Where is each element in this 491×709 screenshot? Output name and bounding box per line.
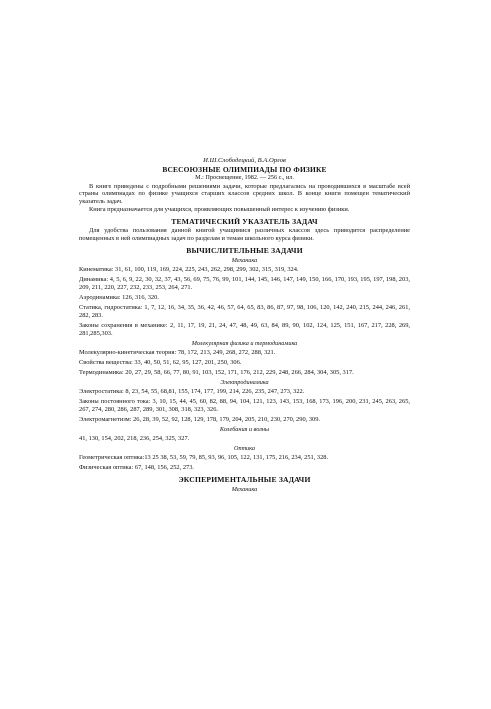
index-entry: Физическая оптика: 67, 148, 156, 252, 273. (79, 463, 195, 471)
section-heading-electrodynamics: Электродинамика (220, 379, 269, 387)
annotation-paragraph: В книге приведены с подробными решениями задачи, которые предлагались на проводившихся в масштабе всей страны олимпиадах по физике учащихся старших классов средних школ. В конце книги помещен тематический указатель задач. (79, 182, 410, 206)
book-title: ВСЕСОЮЗНЫЕ ОЛИМПИАДЫ ПО ФИЗИКЕ (162, 165, 327, 175)
index-entry: Статика, гидростатика: 1, 7, 12, 16, 34, 35, 36, 42, 46, 57, 64, 65, 83, 86, 87, 97, 98, 106, 120, 142, 240, 215, 244, 246, 261, 282, 283. (79, 303, 410, 319)
index-entry: Свойства вещества: 33, 40, 50, 51, 62, 95, 127, 201, 250, 306. (79, 358, 242, 366)
index-entry: Кинематика: 31, 61, 100, 119, 169, 224, 225, 243, 262, 298, 299, 302, 315, 319, 324. (79, 265, 299, 273)
section-heading-exp-mechanics: Механика (231, 485, 258, 493)
section-heading-molecular: Молекулярная физика и термодинамика (191, 340, 298, 348)
index-entry: Термодинамика: 20, 27, 29, 58, 66, 77, 80, 91, 103, 152, 171, 176, 212, 229, 248, 266, 284, 304, 305, 317. (79, 368, 354, 376)
index-entry: Законы сохранения в механике: 2, 11, 17, 19, 21, 24, 47, 48, 49, 63, 84, 89, 90, 102, 124, 125, 151, 167, 217, 228, 269, 281,285,303. (79, 322, 410, 337)
index-heading: ТЕМАТИЧЕСКИЙ УКАЗАТЕЛЬ ЗАДАЧ (171, 216, 318, 226)
section-heading-oscillations: Колебания и волны (219, 426, 270, 434)
page-content (79, 157, 410, 494)
book-authors: И.Ш.Слободецкий, В.А.Орлов (203, 157, 286, 164)
publication-info: М.: Просвещение, 1982. — 256 с., ил. (195, 174, 294, 182)
experimental-heading: ЭКСПЕРИМЕНТАЛЬНЫЕ ЗАДАЧИ (178, 474, 311, 484)
section-heading-mechanics: Механика (231, 257, 258, 264)
index-entry: 41, 130, 154, 202, 218, 236, 254, 325, 327. (79, 434, 190, 442)
section-heading-optics: Оптика (234, 444, 255, 452)
computational-heading: ВЫЧИСЛИТЕЛЬНЫЕ ЗАДАЧИ (186, 245, 303, 255)
index-intro: Для удобства пользования данной книгой учащимися различных классов здесь приводится распределение помещенных в ней олимпиадных задач по разделам и темам школьного курса физики. (79, 227, 410, 242)
index-entry: Электростатика: 8, 23, 54, 55, 68,81, 155, 174, 177, 199, 214, 226, 235, 247, 273, 322. (79, 387, 305, 395)
index-entry: Законы постоянного тока: 3, 10, 15, 44, 45, 60, 82, 88, 94, 104, 121, 123, 143, 153, 168, 173, 196, 200, 231, 245, 263, 265, 267, 274, 280, 286, 287, 289, 301, 308, 318, 323, 326. (79, 397, 410, 413)
index-entry: Геометрическая оптика:13 25 38, 53, 59, 79, 85, 93, 96, 105, 122, 131, 175, 216, 234, 251, 328. (79, 453, 329, 461)
index-entry: Динамика: 4, 5, 6, 9, 22, 30, 32, 37, 43, 56, 69, 75, 76, 99, 101, 144, 145, 146, 147, 149, 150, 166, 170, 193, 195, 197, 198, 203, 209, 211, 220, 227, 232, 233, 253, 264, 271. (79, 275, 410, 291)
index-entry: Аэродинамика: 126, 316, 320. (79, 293, 159, 301)
index-entry: Молекулярно-кинетическая теория: 78, 172, 213, 249, 268, 272, 288, 321. (79, 348, 276, 356)
index-entry: Электромагнетизм: 26, 28, 39, 52, 92, 128, 129, 178, 179, 204, 205, 210, 230, 270, 290, 309. (79, 415, 321, 423)
annotation-paragraph: Книга предназначается для учащихся, проявляющих повышенный интерес к изучению физики. (89, 206, 350, 214)
